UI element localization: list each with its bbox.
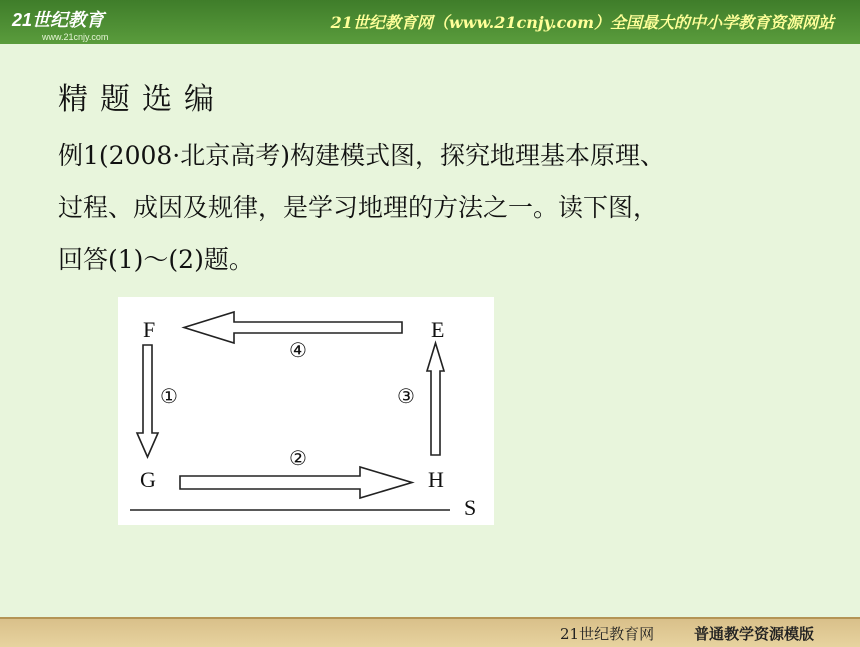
question-text: [58, 130, 778, 286]
label-e: E: [431, 317, 445, 342]
logo-text: 21世纪教育: [12, 10, 105, 30]
question-line-2: 过程、成因及规律，是学习地理的方法之一。读下图，: [58, 193, 659, 222]
section-heading: 精题选编: [58, 82, 226, 117]
header-bar: [0, 0, 860, 44]
label-f: F: [143, 317, 156, 342]
arrow-label-2: ②: [289, 446, 307, 470]
arrow-label-3: ③: [397, 384, 415, 408]
label-g: G: [140, 467, 156, 492]
model-diagram: [118, 297, 494, 525]
footer-template-name: 普通教学资源模版: [694, 625, 815, 643]
label-h: H: [428, 467, 444, 492]
question-line-3: 回答(1)～(2)题。: [58, 245, 254, 274]
footer-bar: [0, 617, 860, 647]
footer-site-name[interactable]: 21世纪教育网: [560, 625, 655, 643]
site-banner-text: 21世纪教育网（www.21cnjy.com）全国最大的中小学教育资源网站: [330, 13, 834, 32]
arrow-f-to-g: [137, 345, 158, 457]
logo-subtext: www.21cnjy.com: [42, 32, 109, 42]
label-s: S: [464, 495, 477, 520]
diagram-svg: [118, 297, 494, 525]
question-line-1: 例1(2008·北京高考)构建模式图，探究地理基本原理、: [58, 141, 665, 170]
arrow-label-1: ①: [160, 384, 178, 408]
arrow-g-to-h: [180, 467, 412, 498]
arrow-h-to-e: [427, 343, 444, 455]
site-logo[interactable]: [12, 6, 108, 42]
arrow-label-4: ④: [289, 338, 307, 362]
